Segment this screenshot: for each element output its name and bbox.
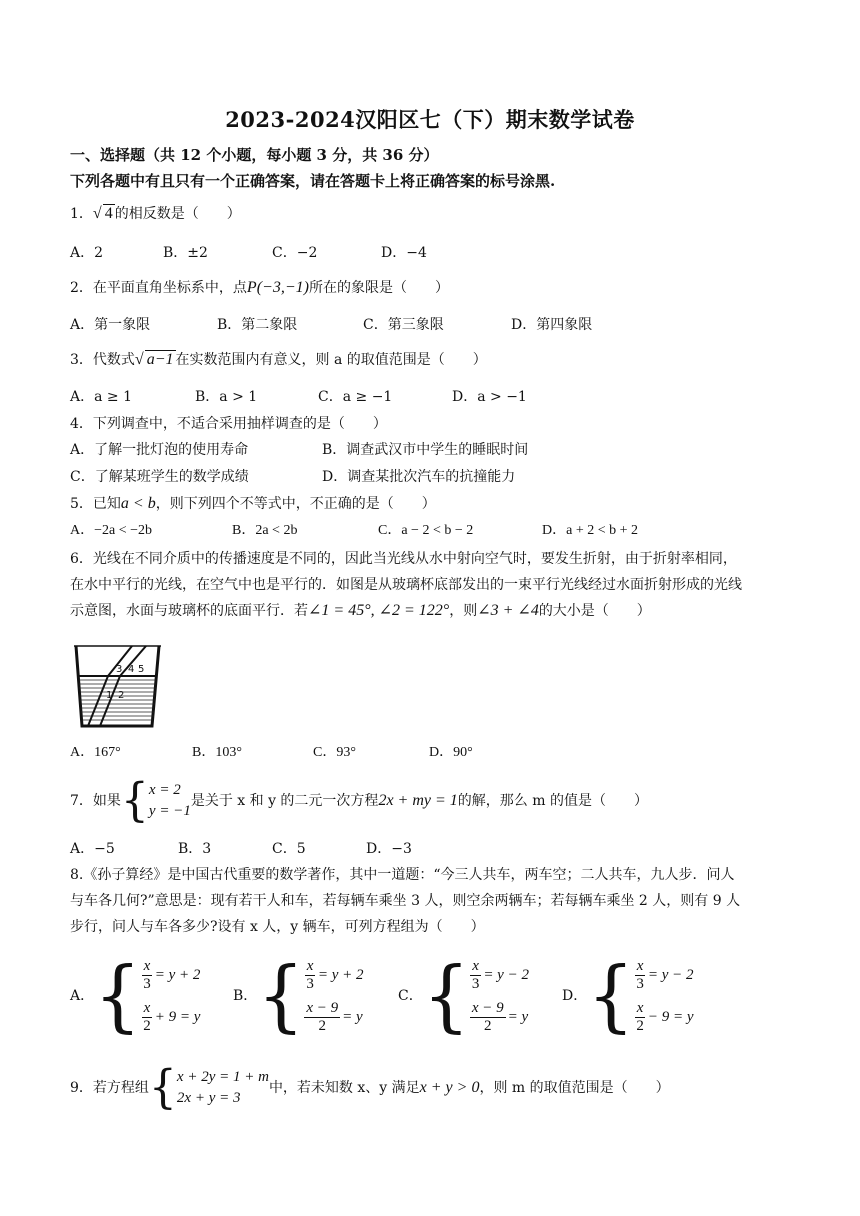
question-8 <box>70 862 794 940</box>
fraction-denominator: 2 <box>483 1017 492 1034</box>
system-row-1: x + 2y = 1 + m <box>176 1069 269 1085</box>
point-label: P(−3,−1) <box>246 279 309 296</box>
question-stem: 5．已知 <box>70 496 121 512</box>
q3-option-c[interactable]: C．a ≥ −1 <box>318 389 393 405</box>
question-1: 1．√ 4 的相反数是（ ） <box>70 205 241 222</box>
q8-option-b[interactable] <box>233 950 364 1042</box>
q2-option-b[interactable]: B．第二象限 <box>217 317 298 333</box>
fraction-denominator: 2 <box>318 1017 327 1034</box>
fraction-denominator: 3 <box>471 975 480 992</box>
angle-target: ∠3 + ∠4 <box>477 602 539 619</box>
question-9 <box>70 1060 670 1115</box>
fraction-denominator: 3 <box>143 975 151 992</box>
question-stem-mid: 中，若未知数 x、y 满足 <box>268 1080 420 1096</box>
option-label: D． <box>562 988 588 1004</box>
angle-label-3: 3 <box>116 664 123 675</box>
rhs: = y <box>507 1009 529 1025</box>
q1-option-a[interactable]: A．2 <box>70 245 104 261</box>
q6-line-3 <box>70 598 794 624</box>
q5-option-a[interactable]: A．−2a < −2b <box>70 523 153 538</box>
condition: a < b <box>120 495 156 512</box>
q6-line-1: 6．光线在不同介质中的传播速度是不同的，因此当光线从水中射向空气时，要发生折射，由于折射率相同， <box>70 551 737 567</box>
question-stem-end: 在实数范围内有意义，则 a 的取值范围是（ ） <box>175 352 487 368</box>
fraction-numerator: x − 9 <box>306 999 339 1016</box>
section-instruction: 下列各题中有且只有一个正确答案，请在答题卡上将正确答案的标号涂黑. <box>70 172 556 190</box>
question-stem: 3．代数式 <box>70 352 135 368</box>
q4-option-a[interactable]: A．了解一批灯泡的使用寿命 <box>70 442 249 458</box>
q6-line-2: 在水中平行的光线，在空气中也是平行的．如图是从玻璃杯底部发出的一束平行光线经过水面折射形成的光线 <box>70 577 742 593</box>
q7-option-a[interactable]: A．−5 <box>70 841 115 857</box>
question-2 <box>70 278 449 298</box>
q5-option-d[interactable]: D．a + 2 < b + 2 <box>542 523 639 538</box>
q2-option-a[interactable]: A．第一象限 <box>70 317 151 333</box>
brace-icon: { <box>120 773 149 828</box>
q1-option-c[interactable]: C．−2 <box>272 245 318 261</box>
question-stem: 的相反数是（ ） <box>114 206 241 222</box>
question-stem-end: 所在的象限是（ ） <box>308 280 449 296</box>
q7-option-b[interactable]: B．3 <box>178 841 212 857</box>
brace-icon: { <box>148 1060 177 1115</box>
brace-icon: { <box>257 950 305 1042</box>
fraction-numerator: x <box>636 999 644 1016</box>
q7-option-c[interactable]: C．5 <box>272 841 306 857</box>
section-heading: 一、选择题（共 12 个小题，每小题 3 分，共 36 分） <box>70 146 439 164</box>
q1-option-b[interactable]: B．±2 <box>163 245 208 261</box>
rhs: + 9 = y <box>154 1009 201 1025</box>
q3-option-d[interactable]: D．a > −1 <box>452 389 527 405</box>
fraction-numerator: x <box>306 957 314 974</box>
q1-option-d[interactable]: D．−4 <box>381 245 427 261</box>
solution-system <box>149 780 191 822</box>
question-stem-end: ，则下列四个不等式中，不正确的是（ ） <box>155 496 436 512</box>
rhs: = y − 2 <box>483 967 529 983</box>
question-7 <box>70 773 648 828</box>
q8-line-3: 步行，问人与车各多少?设有 x 人，y 辆车，可列方程组为（ ） <box>70 919 485 935</box>
question-stem-mid: 是关于 x 和 y 的二元一次方程 <box>190 793 379 809</box>
angle-label-1: 1 <box>106 690 113 701</box>
brace-icon: { <box>587 950 635 1042</box>
equation-system <box>304 958 363 1034</box>
page-title: 2023-2024汉阳区七（下）期末数学试卷 <box>225 107 635 132</box>
glass-outline <box>76 646 159 726</box>
fraction-denominator: 2 <box>143 1017 151 1034</box>
rhs: = y + 2 <box>154 967 201 983</box>
q4-option-d[interactable]: D．调查某批次汽车的抗撞能力 <box>322 469 516 485</box>
glass-refraction-figure <box>70 640 168 732</box>
question-4: 4．下列调查中，不适合采用抽样调查的是（ ） <box>70 416 387 432</box>
radicand: 4 <box>104 205 113 222</box>
q7-option-d[interactable]: D．−3 <box>366 841 412 857</box>
option-label: A． <box>70 988 95 1004</box>
question-5 <box>70 494 436 514</box>
question-stem: 7．如果 <box>70 793 121 809</box>
rhs: = y <box>342 1009 363 1025</box>
option-label: B． <box>233 988 258 1004</box>
system-row-1: x = 2 <box>148 782 181 798</box>
equation-system <box>470 958 529 1034</box>
q8-line-2: 与车各几何?”意思是：现有若干人和车，若每辆车乘坐 3 人，则空余两辆车；若每辆车乘坐 2 人，则有 9 人 <box>70 893 741 909</box>
q2-option-c[interactable]: C．第三象限 <box>363 317 444 333</box>
q8-option-d[interactable] <box>562 950 694 1042</box>
question-stem-end: ，则 m 的取值范围是（ ） <box>479 1080 670 1096</box>
question-number: 1． <box>70 206 93 222</box>
q3-option-a[interactable]: A．a ≥ 1 <box>70 389 132 405</box>
ray-water-1 <box>88 676 108 726</box>
q6-text: 示意图，水面与玻璃杯的底面平行．若 <box>70 603 308 619</box>
question-stem: 2．在平面直角坐标系中，点 <box>70 280 247 296</box>
question-6 <box>70 546 794 624</box>
fraction-denominator: 3 <box>636 975 644 992</box>
angle-values: ∠1 = 45°, ∠2 = 122° <box>308 602 450 619</box>
q4-option-b[interactable]: B．调查武汉市中学生的睡眠时间 <box>322 442 529 458</box>
q3-option-b[interactable]: B．a > 1 <box>195 389 258 405</box>
q6-option-d[interactable]: D．90° <box>429 745 473 760</box>
brace-icon: { <box>422 950 470 1042</box>
equation-system <box>634 958 693 1034</box>
rhs: − 9 = y <box>647 1009 694 1025</box>
angle-label-5: 5 <box>138 664 145 675</box>
q6-option-a[interactable]: A．167° <box>70 745 121 760</box>
angle-label-2: 2 <box>118 690 125 701</box>
rhs: = y + 2 <box>317 967 364 983</box>
equation-system <box>141 958 200 1034</box>
q2-option-d[interactable]: D．第四象限 <box>511 317 593 333</box>
question-stem: 9．若方程组 <box>70 1080 149 1096</box>
q6-text: 的大小是（ ） <box>538 603 651 619</box>
equation-system <box>177 1067 269 1109</box>
equation: 2x + my = 1 <box>378 792 458 809</box>
q4-option-c[interactable]: C．了解某班学生的数学成绩 <box>70 469 249 485</box>
system-row-2: 2x + y = 3 <box>176 1090 241 1106</box>
brace-icon: { <box>94 950 142 1042</box>
q8-option-c[interactable] <box>398 950 529 1042</box>
ray-water-2 <box>100 676 120 726</box>
radicand: a−1 <box>146 351 174 368</box>
q6-text: ，则 <box>449 603 478 619</box>
q5-option-b[interactable]: B．2a < 2b <box>232 523 298 538</box>
fraction-numerator: x <box>143 957 151 974</box>
angle-label-4: 4 <box>128 664 135 675</box>
fraction-numerator: x <box>472 957 479 974</box>
condition: x + y > 0 <box>419 1079 480 1096</box>
q8-option-a[interactable] <box>70 950 201 1042</box>
question-stem-end: 的解，那么 m 的值是（ ） <box>457 793 648 809</box>
q5-option-c[interactable]: C．a − 2 < b − 2 <box>378 523 474 538</box>
question-3: 3．代数式√ a−1 在实数范围内有意义，则 a 的取值范围是（ ） <box>70 351 487 368</box>
q8-line-1: 8.《孙子算经》是中国古代重要的数学著作，其中一道题：“今三人共车，两车空；二人共车，九人步．问人 <box>70 867 735 883</box>
fraction-denominator: 3 <box>306 975 314 992</box>
option-label: C． <box>398 988 423 1004</box>
fraction-denominator: 2 <box>636 1017 644 1034</box>
rhs: = y − 2 <box>647 967 694 983</box>
fraction-numerator: x − 9 <box>471 999 504 1016</box>
q6-option-c[interactable]: C．93° <box>313 745 356 760</box>
fraction-numerator: x <box>636 957 644 974</box>
system-row-2: y = −1 <box>148 803 191 819</box>
q6-option-b[interactable]: B．103° <box>192 745 242 760</box>
fraction-numerator: x <box>143 999 151 1016</box>
